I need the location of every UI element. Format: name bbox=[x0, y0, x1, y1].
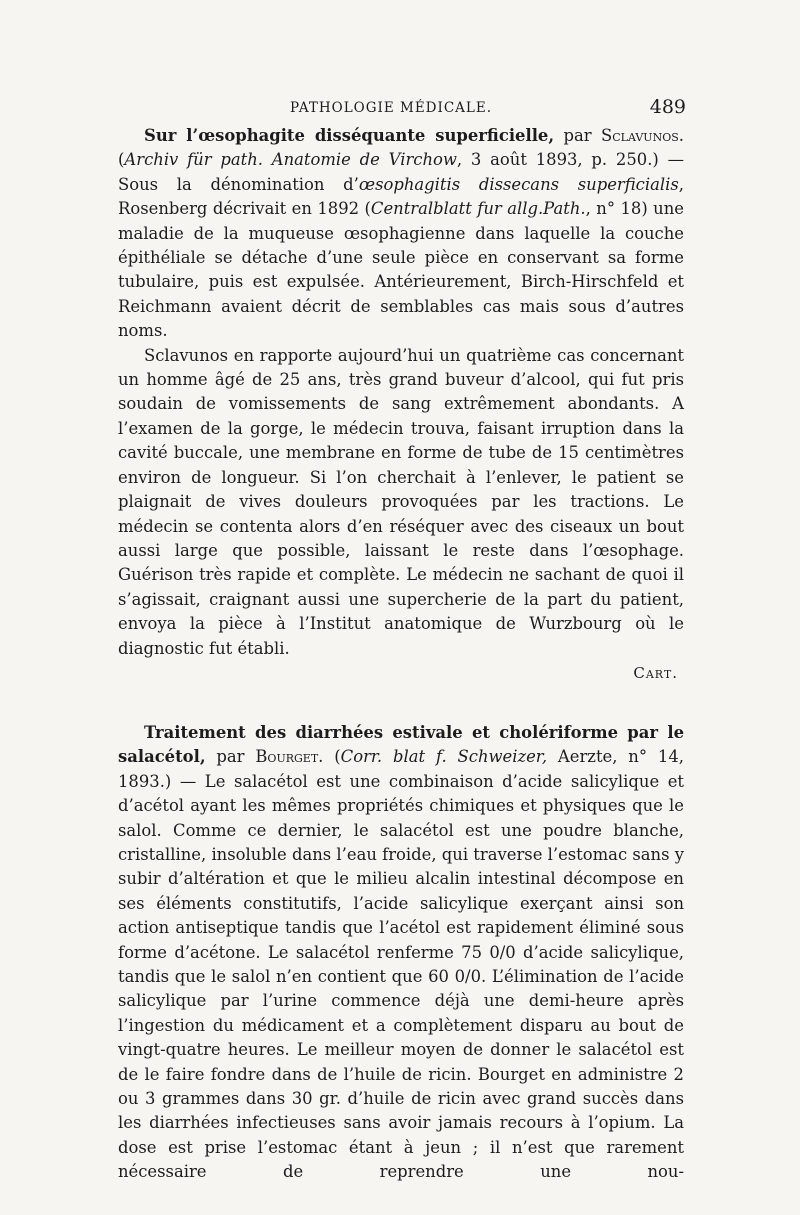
text-fragment-2: , n° 18) une maladie de la muqueuse œsophagienne dans laquelle la couche épithéliale se détache d’une seule pièce en conservant sa forme tubulaire, puis est expulsée. Antérieurement, Birch-Hirschfeld et Reichmann avaient décrit de semblables cas mais sous d’autres noms. bbox=[118, 199, 684, 341]
citation-rest: , 3 août 1893, p. 250.) — Sous la dénomination d’ bbox=[118, 150, 685, 194]
article-salacetol bbox=[118, 721, 684, 1185]
article-oesophagite-body: Sclavunos en rapporte aujourd’hui un quatrième cas concernant un homme âgé de 25 ans, très grand buveur d’alcool, qui fut pris soudain de vomissements de sang extrêmement abondants. A l’examen de la gorge, le médecin trouva, faisant irruption dans la cavité buccale, une membrane en forme de tube de 15 centimètres environ de longueur. Si l’on cherchait à l’enlever, le patient se plaignait de vives douleurs provoquées par les tractions. Le médecin se contenta alors d’en réséquer avec des ciseaux un bout aussi large que possible, laissant le reste dans l’œsophage. Guérison très rapide et complète. Le médecin ne sachant de quoi il s’agissait, craignant aussi une supercherie de la part du patient, envoya la pièce à l’Institut anatomique de Wurzbourg où le diagnostic fut établi. bbox=[118, 345, 684, 658]
article-oesophagite-intro bbox=[118, 124, 684, 344]
article-author: Sclavunos bbox=[601, 126, 679, 145]
citation-rest-2: Aerzte, n° 14, 1893.) — Le salacétol est une combinaison d’acide salicylique et d’acétol ayant les mêmes propriétés chimiques et physiques que le salol. Comme ce dernier, le salacétol est une poudre blanche, cristalline, insoluble dans l’eau froide, qui traverse l’estomac sans y subir d’altération et que le milieu alcalin intestinal décompose en ses éléments constitutifs, l’acide salicylique exerçant ainsi son action antiseptique tandis que l’acétol est rapidement éliminé sous forme d’acétone. Le salacétol renferme 75 0/0 d’acide salicylique, tandis que le salol n’en contient que 60 0/0. L’élimination de l’acide salicylique par l’urine commence déjà une demi-heure après l’ingestion du médicament et a complètement disparu au bout de vingt-quatre heures. Le meilleur moyen de donner le salacétol est de le faire fondre dans de l’huile de ricin. Bourget en administre 2 ou 3 grammes dans 30 gr. d’huile de ricin avec grand succès dans les diarrhées infectieuses sans avoir jamais recours à l’opium. La dose est prise l’estomac étant à jeun ; il n’est que rarement nécessaire de reprendre une nou- bbox=[118, 747, 684, 1182]
article-by: par bbox=[554, 126, 602, 145]
article-salacetol-body bbox=[118, 721, 684, 1185]
article-oesophagite bbox=[118, 124, 684, 685]
text-fragment: , Rosenberg décrivait en 1892 ( bbox=[118, 174, 684, 219]
signature: Cart. bbox=[633, 663, 678, 682]
article-title: Sur l’œsophagite disséquante superficielle, bbox=[144, 126, 555, 145]
article-author-2: Bourget bbox=[255, 747, 319, 767]
journal-name-3: Corr. blat f. Schweizer, bbox=[340, 747, 548, 767]
article-by-2: par bbox=[205, 747, 256, 767]
running-title: PATHOLOGIE MÉDICALE. bbox=[290, 100, 493, 116]
page-number: 489 bbox=[649, 96, 686, 118]
journal-name: Archiv für path. Anatomie de Virchow bbox=[124, 150, 457, 170]
book-page bbox=[118, 96, 684, 1185]
journal-name-2: Centralblatt fur allg.Path. bbox=[370, 199, 586, 219]
article-title-2: Traitement des diarrhées estivale et cholériforme par le salacétol, bbox=[118, 722, 684, 767]
running-header bbox=[118, 96, 684, 124]
citation-open: . ( bbox=[118, 126, 684, 170]
citation-open-2: . ( bbox=[318, 747, 341, 767]
latin-term: œsophagitis dissecans superficialis bbox=[358, 174, 679, 194]
